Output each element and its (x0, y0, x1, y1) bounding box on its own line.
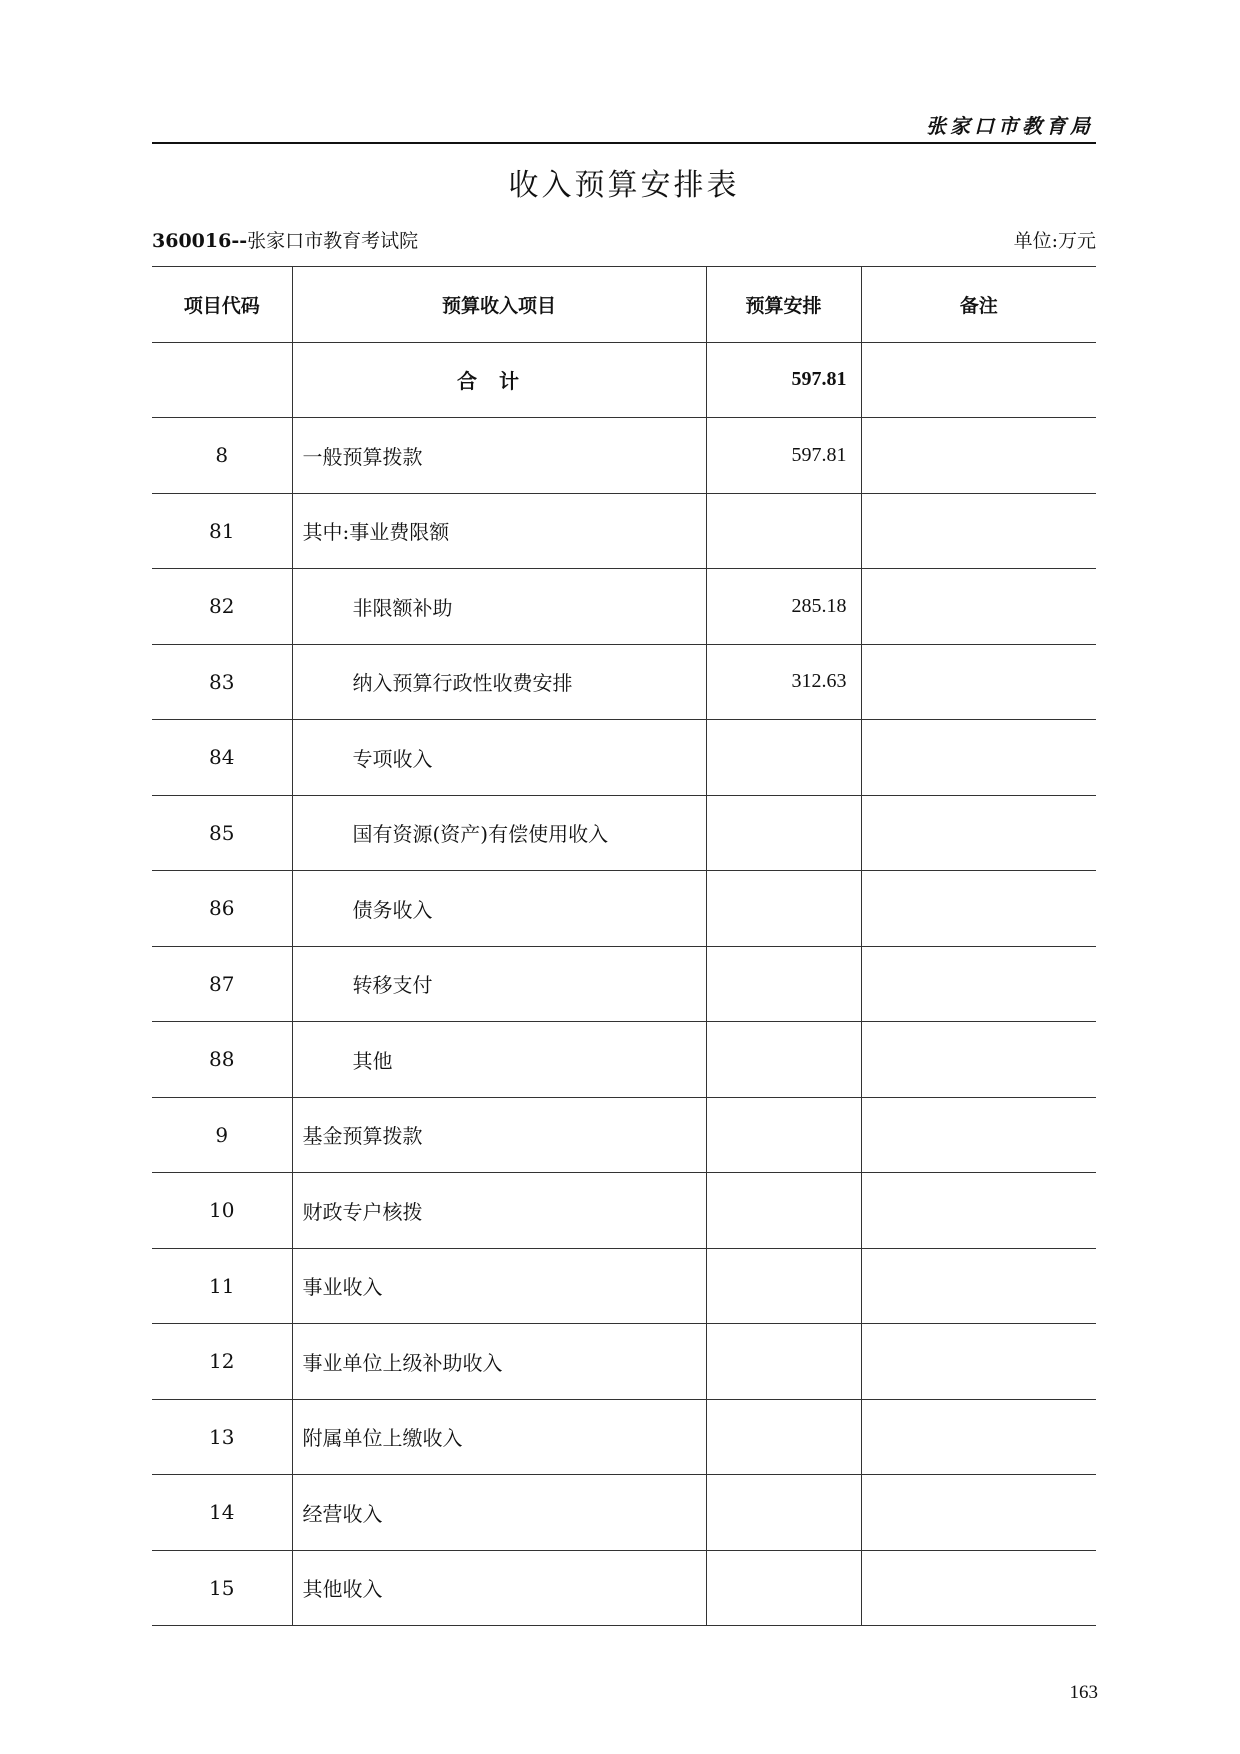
row-note (861, 493, 1096, 569)
table-row (152, 1550, 1096, 1626)
row-amount (706, 946, 861, 1022)
row-item: 纳入预算行政性收费安排 (292, 644, 706, 720)
table-row (152, 871, 1096, 947)
row-code: 84 (152, 720, 292, 796)
row-amount (706, 795, 861, 871)
currency-unit: 单位:万元 (1013, 230, 1096, 252)
row-amount (706, 1248, 861, 1324)
table-row (152, 1324, 1096, 1400)
row-item: 专项收入 (292, 720, 706, 796)
row-item: 非限额补助 (292, 569, 706, 645)
row-amount: 285.18 (706, 569, 861, 645)
row-amount (706, 1475, 861, 1551)
total-row (152, 342, 1096, 418)
table-header-row (152, 267, 1096, 343)
row-item: 财政专户核拨 (292, 1173, 706, 1249)
row-note (861, 1550, 1096, 1626)
table-row (152, 1097, 1096, 1173)
table-row (152, 1248, 1096, 1324)
row-note (861, 1475, 1096, 1551)
table-row (152, 1399, 1096, 1475)
unit-name: 张家口市教育考试院 (247, 230, 419, 252)
unit-identifier (152, 226, 418, 253)
row-amount (706, 871, 861, 947)
page-header (152, 108, 1096, 144)
column-header-note: 备注 (861, 267, 1096, 343)
row-amount: 312.63 (706, 644, 861, 720)
row-amount (706, 1550, 861, 1626)
row-item: 其他收入 (292, 1550, 706, 1626)
row-note (861, 569, 1096, 645)
row-note (861, 720, 1096, 796)
total-note-cell (861, 342, 1096, 418)
row-item: 其中:事业费限额 (292, 493, 706, 569)
row-amount: 597.81 (706, 418, 861, 494)
table-row (152, 1475, 1096, 1551)
row-code: 15 (152, 1550, 292, 1626)
row-item: 国有资源(资产)有偿使用收入 (292, 795, 706, 871)
row-amount (706, 1399, 861, 1475)
table-row (152, 795, 1096, 871)
row-code: 9 (152, 1097, 292, 1173)
row-note (861, 1022, 1096, 1098)
row-item: 事业收入 (292, 1248, 706, 1324)
table-row (152, 569, 1096, 645)
row-amount (706, 1097, 861, 1173)
row-code: 83 (152, 644, 292, 720)
row-amount (706, 1173, 861, 1249)
unit-code: 360016-- (152, 230, 248, 252)
row-note (861, 1097, 1096, 1173)
row-note (861, 1248, 1096, 1324)
row-code: 12 (152, 1324, 292, 1400)
row-code: 11 (152, 1248, 292, 1324)
column-header-amount: 预算安排 (706, 267, 861, 343)
row-code: 8 (152, 418, 292, 494)
row-amount (706, 1324, 861, 1400)
column-header-item: 预算收入项目 (292, 267, 706, 343)
table-row (152, 418, 1096, 494)
org-name: 张家口市教育局 (926, 114, 1094, 138)
row-code: 85 (152, 795, 292, 871)
row-code: 82 (152, 569, 292, 645)
row-item: 转移支付 (292, 946, 706, 1022)
table-row (152, 720, 1096, 796)
row-item: 附属单位上缴收入 (292, 1399, 706, 1475)
row-note (861, 1173, 1096, 1249)
row-note (861, 1324, 1096, 1400)
page-number: 163 (1069, 1682, 1098, 1703)
row-note (861, 871, 1096, 947)
row-item: 事业单位上级补助收入 (292, 1324, 706, 1400)
document-title: 收入预算安排表 (508, 168, 740, 203)
row-item: 基金预算拨款 (292, 1097, 706, 1173)
row-code: 81 (152, 493, 292, 569)
row-note (861, 795, 1096, 871)
row-amount (706, 1022, 861, 1098)
row-item: 一般预算拨款 (292, 418, 706, 494)
table-row (152, 946, 1096, 1022)
total-amount: 597.81 (706, 342, 861, 418)
row-note (861, 946, 1096, 1022)
row-item: 经营收入 (292, 1475, 706, 1551)
column-header-code: 项目代码 (152, 267, 292, 343)
total-label: 合计 (292, 342, 706, 418)
table-subheader (152, 226, 1096, 256)
row-note (861, 418, 1096, 494)
table-row (152, 493, 1096, 569)
total-code-cell (152, 342, 292, 418)
budget-table (152, 266, 1096, 1626)
row-code: 88 (152, 1022, 292, 1098)
row-item: 其他 (292, 1022, 706, 1098)
row-amount (706, 493, 861, 569)
row-item: 债务收入 (292, 871, 706, 947)
table-row (152, 1022, 1096, 1098)
row-code: 86 (152, 871, 292, 947)
table-row (152, 644, 1096, 720)
row-code: 10 (152, 1173, 292, 1249)
table-row (152, 1173, 1096, 1249)
row-note (861, 644, 1096, 720)
row-code: 13 (152, 1399, 292, 1475)
row-amount (706, 720, 861, 796)
row-code: 14 (152, 1475, 292, 1551)
row-note (861, 1399, 1096, 1475)
row-code: 87 (152, 946, 292, 1022)
